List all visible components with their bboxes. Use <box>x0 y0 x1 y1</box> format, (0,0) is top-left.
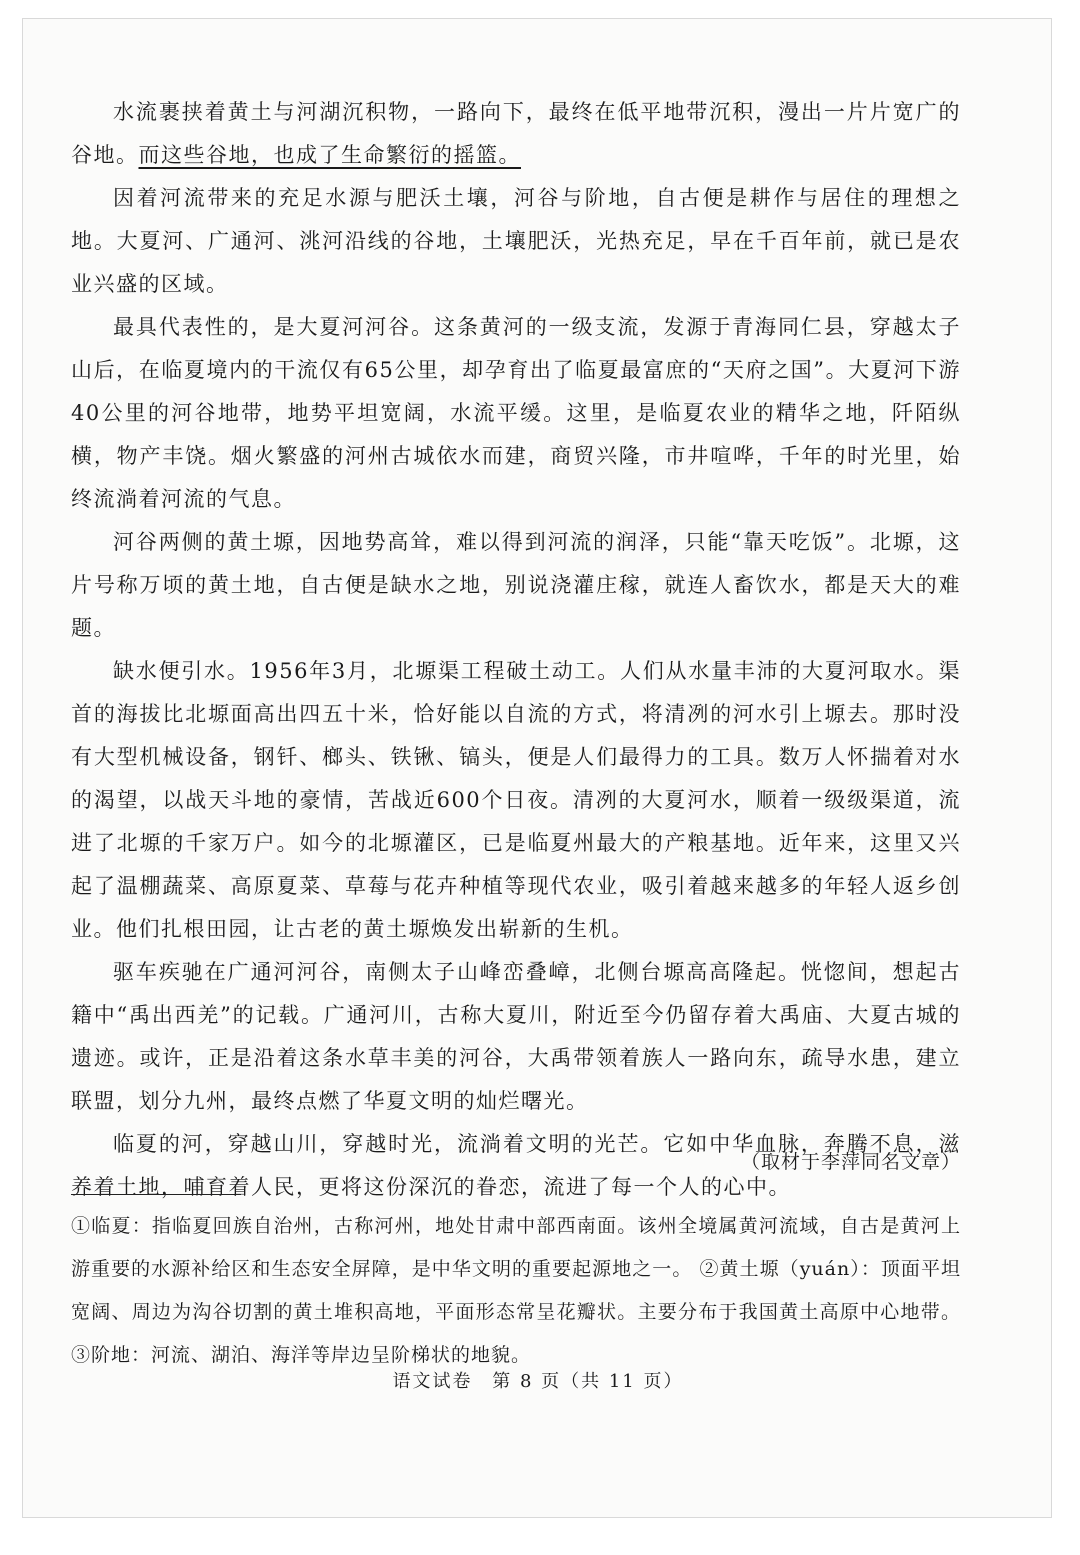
exam-page <box>22 18 1052 1518</box>
paragraph-5: 缺水便引水。1956年3月，北塬渠工程破土动工。人们从水量丰沛的大夏河取水。渠首的海拔比北塬面高出四五十米，恰好能以自流的方式，将清冽的河水引上塬去。那时没有大型机械设备，钢钎、榔头、铁锹、镐头，便是人们最得力的工具。数万人怀揣着对水的渴望，以战天斗地的豪情，苦战近600个日夜。清冽的大夏河水，顺着一级级渠道，流进了北塬的千家万户。如今的北塬灌区，已是临夏州最大的产粮基地。近年来，这里又兴起了温棚蔬菜、高原夏菜、草莓与花卉种植等现代农业，吸引着越来越多的年轻人返乡创业。他们扎根田园，让古老的黄土塬焕发出崭新的生机。 <box>71 659 961 941</box>
paragraph-2: 因着河流带来的充足水源与肥沃土壤，河谷与阶地，自古便是耕作与居住的理想之地。大夏河、广通河、洮河沿线的谷地，土壤肥沃，光热充足，早在千百年前，就已是农业兴盛的区域。 <box>71 186 961 296</box>
source-attribution: （取材于李萍同名文章） <box>740 1151 961 1173</box>
paragraph-1-text: 水流裹挟着黄土与河湖沉积物，一路向下，最终在低平地带沉积，漫出一片片宽广的谷地。 <box>71 100 961 167</box>
footnotes: ①临夏：指临夏回族自治州，古称河州，地处甘肃中部西南面。该州全境属黄河流域，自古是黄河上游重要的水源补给区和生态安全屏障，是中华文明的重要起源地之一。 ②黄土塬（yuán）：顶面平坦宽阔、周边为沟谷切割的黄土堆积高地，平面形态常呈花瓣状。主要分布于我国黄土高原中心地带。 ③阶地：河流、湖泊、海洋等岸边呈阶梯状的地貌。 <box>71 1215 961 1366</box>
paragraph-7: 临夏的河，穿越山川，穿越时光，流淌着文明的光芒。它如中华血脉，奔腾不息，滋养着土地，哺育着人民，更将这份深沉的眷恋，流进了每一个人的心中。 <box>71 1132 961 1199</box>
footer-subject: 语文试卷 <box>392 1371 473 1392</box>
footnote-divider <box>71 1194 241 1195</box>
article-body <box>71 91 961 1209</box>
footer-page-number: 第 8 页（共 11 页） <box>492 1371 684 1392</box>
paragraph-1 <box>71 91 961 177</box>
paragraph-6: 驱车疾驰在广通河河谷，南侧太子山峰峦叠嶂，北侧台塬高高隆起。恍惚间，想起古籍中“禹出西羌”的记载。广通河川，古称大夏川，附近至今仍留存着大禹庙、大夏古城的遗迹。或许，正是沿着这条水草丰美的河谷，大禹带领着族人一路向东，疏导水患，建立联盟，划分九州，最终点燃了华夏文明的灿烂曙光。 <box>71 960 961 1113</box>
underlined-sentence: 而这些谷地，也成了生命繁衍的摇篮。 <box>138 143 521 167</box>
paragraph-3: 最具代表性的，是大夏河河谷。这条黄河的一级支流，发源于青海同仁县，穿越太子山后，在临夏境内的干流仅有65公里，却孕育出了临夏最富庶的“天府之国”。大夏河下游40公里的河谷地带，地势平坦宽阔，水流平缓。这里，是临夏农业的精华之地，阡陌纵横，物产丰饶。烟火繁盛的河州古城依水而建，商贸兴隆，市井喧哗，千年的时光里，始终流淌着河流的气息。 <box>71 315 961 511</box>
page-footer <box>23 1367 1053 1393</box>
paragraph-4: 河谷两侧的黄土塬，因地势高耸，难以得到河流的润泽，只能“靠天吃饭”。北塬，这片号称万顷的黄土地，自古便是缺水之地，别说浇灌庄稼，就连人畜饮水，都是天大的难题。 <box>71 530 961 640</box>
